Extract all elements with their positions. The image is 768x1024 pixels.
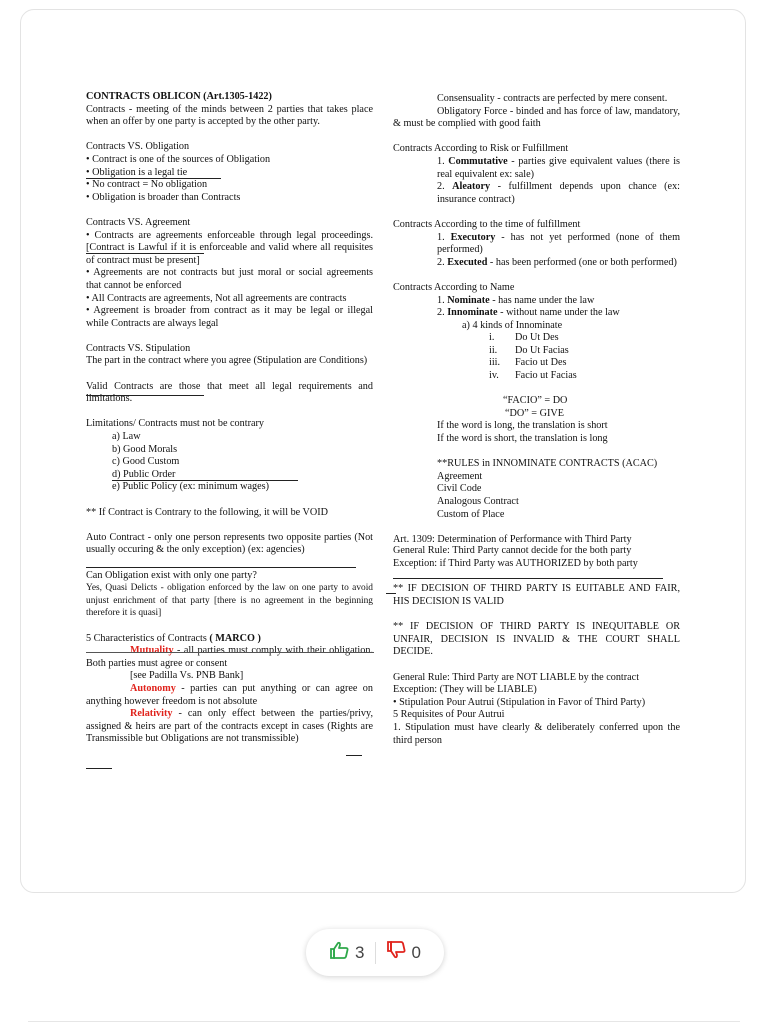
innominate-kind: [393, 345, 680, 358]
downvote-count: 0: [411, 942, 421, 962]
executory-text: - has not yet performed (none of them performed): [437, 231, 681, 256]
quasi-delicts: Yes, Quasi Delicts - obligation enforced by the law on one party to avoid unjust enrichment of that party [there is no agreement in the beginning therefore it is quasi]: [86, 583, 373, 619]
general-rule-1: General Rule: Third Party cannot decide for the both party: [393, 544, 632, 556]
obligation-question: Can Obligation exist with only one party?: [86, 569, 257, 581]
aleatory-label: Aleatory: [452, 181, 491, 193]
autonomy-label: Autonomy: [130, 682, 176, 694]
risk-heading: Contracts According to Risk or Fulfillment: [393, 143, 569, 155]
executed-item: 2. Executed - has been performed (one or both performed): [437, 256, 677, 268]
commutative-label: Commutative: [448, 155, 508, 167]
nominate-label: Nominate: [447, 294, 490, 306]
underline-rule: [86, 567, 356, 568]
limitation-item: c) Good Custom: [112, 456, 180, 468]
word-long-note: If the word is long, the translation is short: [437, 420, 608, 432]
art-1309: Art. 1309: Determination of Performance with Third Party: [393, 533, 632, 545]
executed-text: - has been performed (one or both performed): [487, 256, 677, 268]
kind-number: ii.: [489, 344, 498, 356]
rules-item: Custom of Place: [437, 508, 505, 520]
underline-rule: [86, 652, 374, 653]
mutuality-label: Mutuality: [130, 645, 174, 657]
upvote-button[interactable]: [319, 941, 374, 964]
commutative-item: 1. Commutative - parties give equivalent values (there is real equivalent ex: sale): [437, 155, 681, 180]
underline-rule: [112, 480, 298, 481]
downvote-button[interactable]: [376, 941, 431, 964]
aleatory-item: 2. Aleatory - fulfillment depends upon chance (ex: insurance contract): [437, 181, 680, 205]
innominate-text: - without name under the law: [497, 307, 620, 319]
kind-number: iv.: [489, 370, 499, 382]
exception-1: Exception: if Third Party was AUTHORIZED by both party: [393, 558, 638, 570]
vs-agreement-heading: Contracts VS. Agreement: [86, 216, 191, 228]
marco-label: ( MARCO ): [209, 632, 261, 644]
nominate-text: - has name under the law: [489, 294, 595, 306]
vote-bar: [306, 929, 444, 976]
contracts-definition: Contracts - meeting of the minds between 2 parties that takes place when an offer by one party is accepted by the other party.: [86, 103, 373, 128]
vs-agreement-item: • All Contracts are agreements, Not all agreements are contracts: [86, 292, 347, 304]
requisites-heading: 5 Requisites of Pour Autrui: [393, 709, 505, 721]
fair-decision-note: ** IF DECISION OF THIRD PARTY IS EUITABLE AND FAIR, HIS DECISION IS VALID: [393, 583, 680, 608]
do-give-note: “DO” = GIVE: [505, 407, 564, 419]
stipulation-pour-autrui: • Stipulation Pour Autrui (Stipulation in Favor of Third Party): [393, 696, 646, 708]
valid-contracts: Valid Contracts are those that meet all legal requirements and limitations.: [86, 380, 373, 405]
kind-number: i.: [489, 332, 495, 344]
kind-text: Facio ut Facias: [515, 370, 577, 382]
kind-number: iii.: [489, 357, 501, 369]
footer-divider: [28, 1021, 740, 1022]
kind-text: Do Ut Des: [515, 332, 559, 344]
underline-rule: [86, 178, 221, 179]
executory-item: 1. Executory - has not yet performed (none of them performed): [437, 231, 681, 256]
name-heading: Contracts According to Name: [393, 281, 515, 293]
innominate-kind: [393, 332, 680, 345]
mutuality-text: - all parties must comply with their obligation. Both parties must agree or consent: [86, 645, 373, 669]
relativity-item: [86, 708, 373, 746]
facio-note: “FACIO” = DO: [503, 395, 568, 407]
innominate-kind: [393, 357, 680, 370]
relativity-text: - can only effect between the parties/privy, assigned & heirs are part of the contracts except in cases (Rights are Transmissible but Obligations are not transmissible): [86, 708, 373, 745]
vs-obligation-heading: Contracts VS. Obligation: [86, 141, 190, 153]
time-heading: Contracts According to the time of fulfillment: [393, 218, 581, 230]
upvote-count: 3: [355, 942, 365, 962]
innominate-kind: [393, 370, 680, 383]
kind-text: Do Ut Facias: [515, 344, 569, 356]
document-right-column: [393, 93, 680, 747]
vs-stipulation-heading: Contracts VS. Stipulation: [86, 342, 191, 354]
auto-contract: Auto Contract - only one person represents two opposite parties (Not usually occuring & the only exception) (ex: agencies): [86, 531, 373, 556]
characteristics-heading-text: 5 Characteristics of Contracts: [86, 632, 210, 644]
limitation-item: b) Good Morals: [112, 443, 178, 455]
rules-heading: **RULES in INNOMINATE CONTRACTS (ACAC): [437, 458, 658, 470]
autonomy-text: - parties can put anything or can agree on anything however freedom is not absolute: [86, 682, 373, 707]
innominate-label: Innominate: [447, 307, 498, 319]
kind-text: Facio ut Des: [515, 357, 567, 369]
document-left-column: [86, 91, 373, 746]
executory-label: Executory: [450, 231, 496, 243]
requisite-item: 1. Stipulation must have clearly & deliberately conferred upon the third person: [393, 722, 680, 746]
innominate-item: 2. Innominate - without name under the law: [437, 307, 620, 319]
thumbs-up-icon: [329, 941, 349, 964]
innominate-kinds: a) 4 kinds of Innominate: [462, 319, 563, 331]
vs-agreement-item: • Contracts are agreements enforceable through legal proceedings. [Contract is Lawful if it is enforceable and valid where all requisites of contract must be present]: [86, 229, 373, 266]
limitation-item: a) Law: [112, 431, 141, 443]
underline-rule: [386, 593, 396, 594]
underline-rule: [393, 578, 663, 579]
characteristics-heading: [86, 633, 373, 646]
rules-item: Civil Code: [437, 483, 482, 495]
vs-obligation-item: • Contract is one of the sources of Obligation: [86, 153, 271, 165]
void-note: ** If Contract is Contrary to the following, it will be VOID: [86, 506, 329, 518]
exception-2: Exception: (They will be LIABLE): [393, 684, 537, 696]
padilla-ref: [see Padilla Vs. PNB Bank]: [130, 670, 244, 682]
vs-obligation-item: • Obligation is a legal tie: [86, 166, 188, 178]
aleatory-text: - fulfillment depends upon chance (ex: insurance contract): [437, 181, 680, 205]
limitations-heading: Limitations/ Contracts must not be contrary: [86, 418, 264, 430]
executed-label: Executed: [447, 256, 488, 268]
thumbs-down-icon: [386, 941, 406, 964]
limitation-item: e) Public Policy (ex: minimum wages): [112, 481, 270, 493]
limitation-item: d) Public Order: [112, 468, 176, 480]
autonomy-item: [86, 683, 373, 708]
underline-rule: [86, 395, 204, 396]
consensuality: Consensuality - contracts are perfected by mere consent.: [437, 93, 668, 104]
commutative-text: - parties give equivalent values (there is real equivalent ex: sale): [437, 155, 681, 180]
underline-rule: [86, 768, 112, 769]
unfair-decision-note: ** IF DECISION OF THIRD PARTY IS INEQUITABLE OR UNFAIR, DECISION IS INVALID & THE COURT SHALL DECIDE.: [393, 621, 680, 658]
vs-agreement-item: • Agreements are not contracts but just moral or social agreements that cannot be enforced: [86, 267, 373, 291]
general-rule-2: General Rule: Third Party are NOT LIABLE by the contract: [393, 671, 640, 683]
relativity-label: Relativity: [130, 708, 173, 720]
nominate-item: 1. Nominate - has name under the law: [437, 294, 595, 306]
vs-stipulation-text: The part in the contract where you agree (Stipulation are Conditions): [86, 355, 368, 367]
word-short-note: If the word is short, the translation is long: [437, 433, 608, 445]
rules-item: Agreement: [437, 470, 483, 482]
obligatory-force: Obligatory Force - binded and has force of law, mandatory, & must be complied with good faith: [393, 105, 680, 130]
underline-rule: [346, 755, 362, 756]
vs-agreement-item: • Agreement is broader from contract as it may be legal or illegal while Contracts are always legal: [86, 305, 373, 329]
rules-item: Analogous Contract: [437, 496, 519, 507]
underline-rule: [86, 253, 204, 254]
mutuality-item: [86, 645, 373, 670]
vs-obligation-item: • No contract = No obligation: [86, 179, 208, 191]
document-title: CONTRACTS OBLICON (Art.1305-1422): [86, 91, 272, 102]
vs-obligation-item: • Obligation is broader than Contracts: [86, 191, 241, 203]
